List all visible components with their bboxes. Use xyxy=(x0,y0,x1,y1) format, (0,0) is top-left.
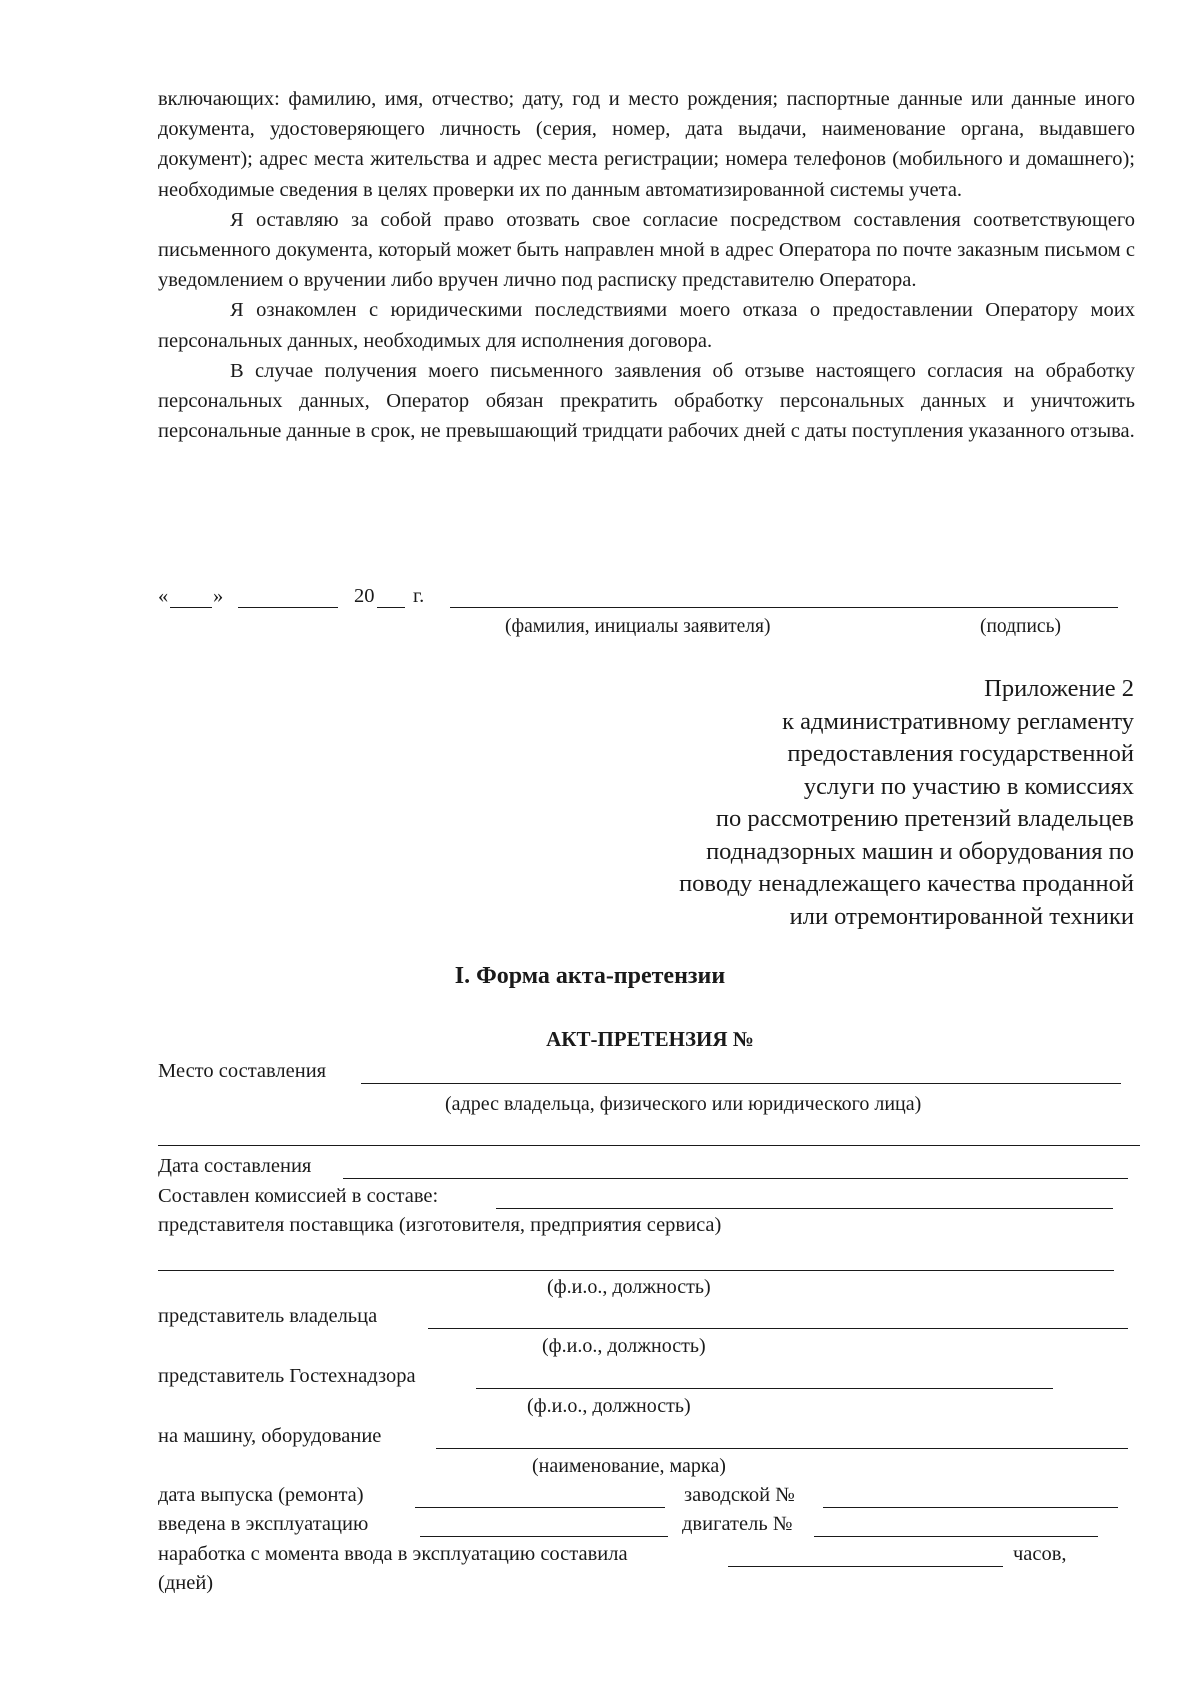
commissioned-label: введена в эксплуатацию xyxy=(158,1513,369,1535)
paragraph-revoke-right: Я оставляю за собой право отозвать свое согласие посредством составления соответствующего письменного документа, который может быть направлен мной в адрес Оператора по почте заказным письмом с уведомлением о вручении либо вручен лично под расписку представителю Оператора. xyxy=(158,208,1135,292)
act-title: АКТ-ПРЕТЕНЗИЯ № xyxy=(546,1027,754,1051)
owner-field[interactable] xyxy=(428,1328,1128,1329)
supplier-field[interactable] xyxy=(158,1270,1114,1271)
supplier-label: представителя поставщика (изготовителя, предприятия сервиса) xyxy=(158,1214,722,1236)
place-field[interactable] xyxy=(361,1083,1121,1084)
release-label: дата выпуска (ремонта) xyxy=(158,1484,364,1506)
days-label: (дней) xyxy=(158,1572,214,1594)
row-runtime xyxy=(158,1543,1138,1571)
place-label: Место составления xyxy=(158,1060,327,1082)
place-caption: (адрес владельца, физического или юридического лица) xyxy=(445,1093,922,1115)
row-place xyxy=(158,1060,1138,1088)
appendix-line: Приложение 2 xyxy=(984,675,1134,702)
engine-label: двигатель № xyxy=(682,1513,793,1535)
year-prefix: 20 xyxy=(354,585,375,607)
row-commissioned xyxy=(158,1513,1138,1541)
commission-field[interactable] xyxy=(496,1208,1113,1209)
machine-label: на машину, оборудование xyxy=(158,1425,382,1447)
caption-applicant-name: (фамилия, инициалы заявителя) xyxy=(505,616,771,637)
row-commission xyxy=(158,1185,1138,1213)
supplier-caption: (ф.и.о., должность) xyxy=(547,1276,711,1298)
owner-label: представитель владельца xyxy=(158,1305,378,1327)
serial-number-field[interactable] xyxy=(823,1507,1118,1508)
appendix-line: по рассмотрению претензий владельцев xyxy=(715,805,1134,832)
engine-number-field[interactable] xyxy=(814,1536,1098,1537)
appendix-line: или отремонтированной техники xyxy=(789,902,1134,930)
appendix-line: услуги по участию в комиссиях xyxy=(803,772,1134,800)
paragraph-data-list: включающих: фамилию, имя, отчество; дату, год и место рождения; паспортные данные или данные иного документа, удостоверяющего личность (серия, номер, дата выдачи, наименование органа, выдавшего документ); адрес места жительства и адрес места регистрации; номера телефонов (мобильного и домашнего); необходимые сведения в целях проверки их по данным автоматизированной системы учета. xyxy=(158,88,1135,201)
row-release xyxy=(158,1484,1138,1512)
gostech-caption: (ф.и.о., должность) xyxy=(527,1395,691,1417)
row-days xyxy=(158,1572,1138,1600)
paragraph-revocation-processing: В случае получения моего письменного заявления об отзыве настоящего согласия на обработку персональных данных, Оператор обязан прекратить обработку персональных данных и уничтожить персональные данные в срок, не превышающий тридцати рабочих дней с даты поступления указанного отзыва. xyxy=(158,359,1135,443)
paragraph-consequences: Я ознакомлен с юридическими последствиями моего отказа о предоставлении Оператору моих персональных данных, необходимых для исполнения договора. xyxy=(158,299,1135,352)
gostech-label: представитель Гостехнадзора xyxy=(158,1365,416,1387)
runtime-field[interactable] xyxy=(728,1566,1003,1567)
date-field[interactable] xyxy=(343,1178,1128,1179)
appendix-line: предоставления государственной xyxy=(787,740,1134,767)
appendix-line: поднадзорных машин и оборудования по xyxy=(706,837,1134,865)
runtime-label: наработка с момента ввода в эксплуатацию составила xyxy=(158,1543,628,1565)
serial-label: заводской № xyxy=(684,1484,795,1506)
quote-open: « xyxy=(158,585,169,607)
machine-caption: (наименование, марка) xyxy=(532,1455,726,1477)
appendix-line: к административному регламенту xyxy=(782,707,1134,735)
section-title: I. Форма акта-претензии xyxy=(454,963,726,989)
machine-field[interactable] xyxy=(436,1448,1128,1449)
row-supplier xyxy=(158,1214,1138,1242)
quote-close: » xyxy=(213,585,224,607)
row-date xyxy=(158,1155,1138,1183)
year-suffix: г. xyxy=(413,585,425,607)
commissioned-date-field[interactable] xyxy=(420,1536,668,1537)
commission-label: Составлен комиссией в составе: xyxy=(158,1185,439,1207)
row-gostech xyxy=(158,1365,1138,1393)
caption-signature: (подпись) xyxy=(980,616,1061,637)
owner-caption: (ф.и.о., должность) xyxy=(542,1335,706,1357)
appendix-line: поводу ненадлежащего качества проданной xyxy=(679,870,1134,897)
release-date-field[interactable] xyxy=(415,1507,665,1508)
row-machine xyxy=(158,1425,1138,1453)
place-field-continued[interactable] xyxy=(158,1145,1140,1146)
date-label: Дата составления xyxy=(158,1155,312,1177)
row-owner xyxy=(158,1305,1138,1333)
gostech-field[interactable] xyxy=(476,1388,1053,1389)
hours-label: часов, xyxy=(1013,1543,1067,1565)
